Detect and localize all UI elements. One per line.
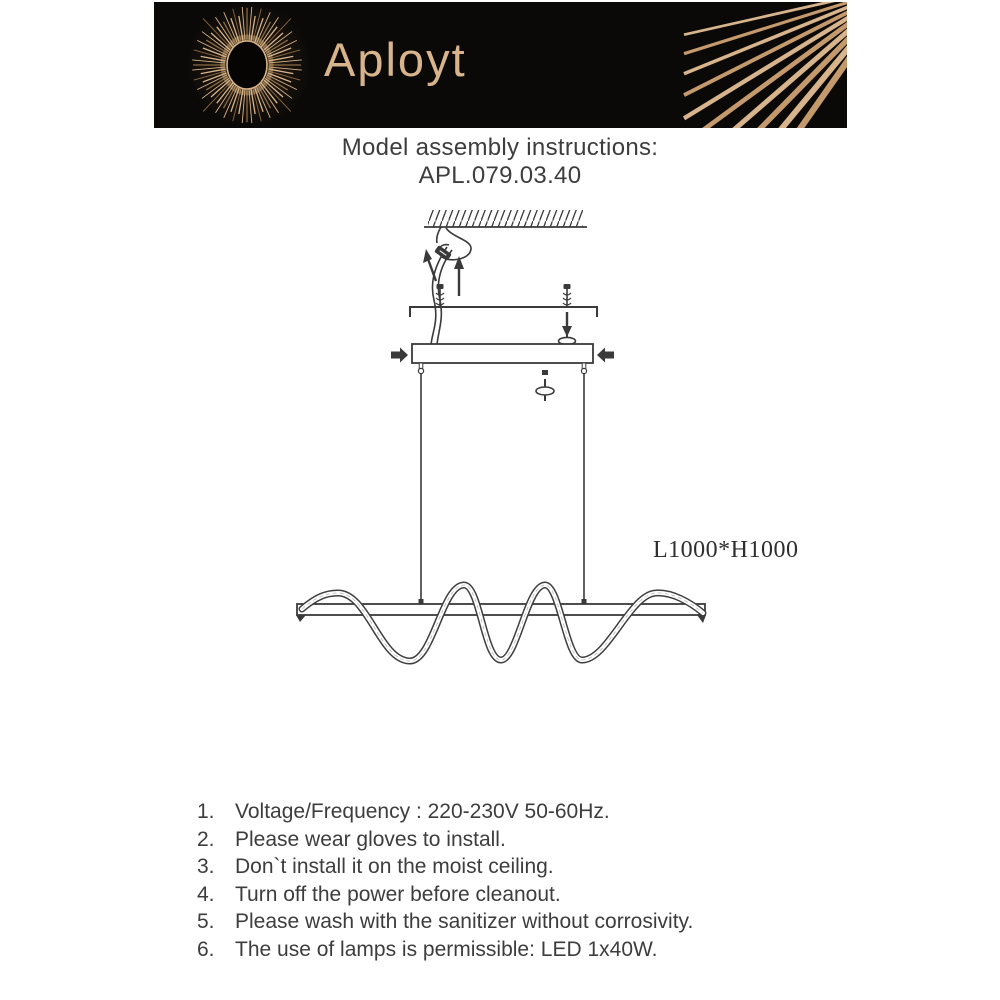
- instruction-text: Please wear gloves to install.: [235, 827, 506, 851]
- screw-icon: [563, 284, 571, 306]
- model-code: APL.079.03.40: [418, 162, 582, 189]
- instruction-number: 3.: [197, 855, 215, 878]
- instruction-item: [197, 881, 877, 909]
- starburst-center: [227, 41, 267, 89]
- suspension-cable: [581, 363, 586, 605]
- screw-icon: [436, 284, 444, 306]
- banner-art: [154, 2, 847, 128]
- led-wave-tube: [302, 585, 703, 661]
- ceiling-hatch: [424, 210, 587, 227]
- mounting-bracket: [410, 307, 597, 317]
- instruction-number: 1.: [197, 800, 215, 823]
- brand-banner: [154, 2, 847, 128]
- title-text: Model assembly instructions:: [341, 134, 659, 161]
- instructions-list: [197, 798, 877, 963]
- assembly-diagram: [0, 195, 1000, 695]
- instruction-number: 6.: [197, 937, 215, 961]
- instruction-text: The use of lamps is permissible: LED 1x40W.: [235, 937, 658, 961]
- instruction-number: 2.: [197, 827, 215, 851]
- corner-rays-icon: [684, 2, 847, 128]
- instruction-number: 4.: [197, 882, 215, 906]
- arrow-up-icon: [454, 256, 464, 296]
- instruction-item: [197, 936, 877, 964]
- arrow-up-tilted-icon: [423, 249, 436, 281]
- suspension-cable: [418, 363, 423, 605]
- dimension-label: L1000*H1000: [653, 537, 799, 563]
- instruction-item: [197, 908, 877, 936]
- instruction-item: [197, 798, 877, 826]
- instruction-number: 5.: [197, 910, 215, 933]
- instruction-text: Please wash with the sanitizer without corrosivity.: [235, 910, 694, 933]
- washer-screw-icon: [536, 370, 554, 401]
- arrow-right-icon: [391, 348, 408, 363]
- instruction-text: Voltage/Frequency : 220-230V 50-60Hz.: [235, 800, 610, 823]
- canopy: [412, 344, 593, 363]
- instruction-text: Turn off the power before cleanout.: [235, 882, 561, 906]
- instruction-text: Don`t install it on the moist ceiling.: [235, 855, 554, 878]
- page-title: [0, 134, 1000, 190]
- brand-name: Aployt: [324, 33, 467, 86]
- instruction-item: [197, 853, 877, 881]
- instruction-item: [197, 826, 877, 854]
- arrow-left-icon: [597, 348, 614, 363]
